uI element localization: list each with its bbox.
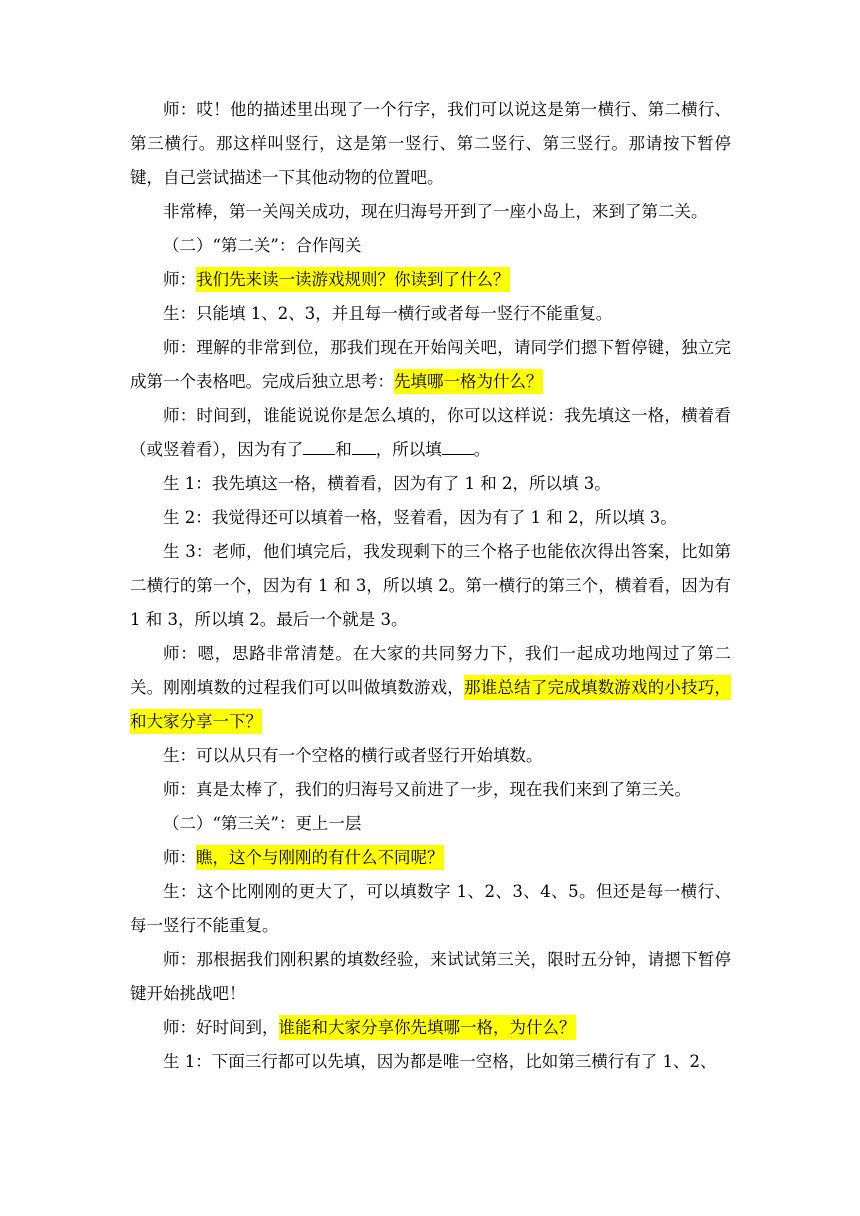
paragraph-text: 师：时间到，谁能说说你是怎么填的，你可以这样说：我先填这一格，横着看（或竖着看），因为有了 (130, 406, 731, 459)
highlighted-text: 那谁总结了完成填数游戏的小技巧，和大家分享一下？ (130, 675, 731, 734)
paragraph: 生 1：下面三行都可以先填，因为都是唯一空格，比如第三横行有了 1、2、 (163, 1052, 717, 1071)
paragraph: 师：那根据我们刚积累的填数经验，来试试第三关，限时五分钟，请摁下暂停键开始挑战吧！ (130, 950, 731, 1003)
document-body (130, 93, 731, 1079)
paragraph-text: ，所以填 (375, 440, 442, 459)
paragraph: 生 2：我觉得还可以填着一格，竖着看，因为有了 1 和 2，所以填 3。 (163, 508, 677, 527)
highlighted-text: 先填哪一格为什么？ (394, 369, 543, 394)
section-heading: （二）“第二关”：合作闯关 (163, 236, 362, 255)
section-heading: （二）“第三关”：更上一层 (163, 814, 362, 833)
paragraph-text: 师：嗯，思路非常清楚。在大家的共同努力下，我们一起成功地闯过了第二关。刚刚填数的过程我们可以叫做填数游戏， (130, 644, 731, 697)
fill-blank (303, 438, 335, 456)
highlighted-text: 瞧，这个与刚刚的有什么不同呢？ (196, 845, 444, 870)
paragraph: 生 1：我先填这一格，横着看，因为有了 1 和 2，所以填 3。 (163, 474, 611, 493)
speaker-text: 师： (163, 848, 196, 867)
paragraph: 生 3：老师，他们填完后，我发现剩下的三个格子也能依次得出答案，比如第二横行的第一个，因为有 1 和 3，所以填 2。第一横行的第三个，横着看，因为有 1 和 3，所以填 2。最后一个就是 3。 (130, 542, 731, 629)
paragraph: 生：只能填 1、2、3，并且每一横行或者每一竖行不能重复。 (163, 304, 613, 323)
paragraph (130, 331, 731, 399)
highlighted-text: 谁能和大家分享你先填哪一格，为什么？ (279, 1015, 576, 1040)
paragraph: 生：可以从只有一个空格的横行或者竖行开始填数。 (163, 746, 543, 765)
speaker-text: 师：好时间到， (163, 1018, 279, 1037)
highlighted-text: 我们先来读一读游戏规则？你读到了什么？ (196, 267, 510, 292)
fill-blank (442, 438, 474, 456)
paragraph-text: 师：理解的非常到位，那我们现在开始闯关吧，请同学们摁下暂停键，独立完成第一个表格吧。完成后独立思考： (130, 338, 731, 391)
paragraph: 非常棒，第一关闯关成功，现在归海号开到了一座小岛上，来到了第二关。 (163, 202, 708, 221)
paragraph (130, 1011, 731, 1045)
paragraph: 师：真是太棒了，我们的归海号又前进了一步，现在我们来到了第三关。 (163, 780, 691, 799)
paragraph-text: 。 (473, 440, 491, 459)
paragraph: 师：哎！他的描述里出现了一个行字，我们可以说这是第一横行、第二横行、第三横行。那这样叫竖行，这是第一竖行、第二竖行、第三竖行。那请按下暂停键，自己尝试描述一下其他动物的位置吧。 (130, 100, 731, 187)
paragraph: 生：这个比刚刚的更大了，可以填数字 1、2、3、4、5。但还是每一横行、每一竖行不能重复。 (130, 882, 731, 935)
paragraph (130, 399, 731, 467)
fill-blank (352, 438, 376, 456)
paragraph (130, 637, 731, 739)
paragraph (130, 841, 731, 875)
paragraph (130, 263, 731, 297)
paragraph-text: 和 (335, 440, 352, 459)
speaker-text: 师： (163, 270, 196, 289)
